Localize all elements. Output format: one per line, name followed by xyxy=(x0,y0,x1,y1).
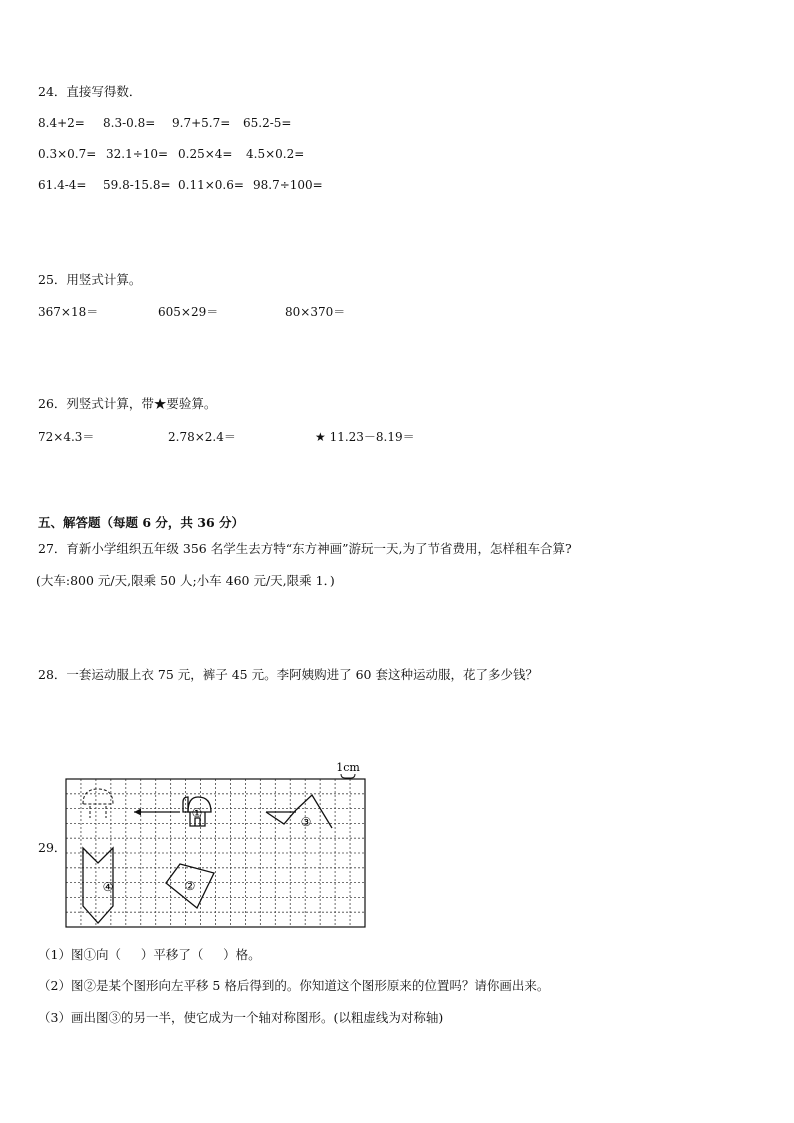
q25-item: 80×370＝ xyxy=(285,305,346,319)
q29-number: 29． xyxy=(38,840,67,855)
q26-item: 2.78×2.4＝ xyxy=(168,430,236,444)
q24-item: 9.7+5.7= xyxy=(172,116,231,130)
q27-line-1: 27．育新小学组织五年级 356 名学生去方特“东方神画”游玩一天,为了节省费用，怎样租车合算? xyxy=(38,541,572,556)
q28-text: 28．一套运动服上衣 75 元，裤子 45 元。李阿姨购进了 60 套这种运动服，花了多少钱？ xyxy=(38,667,538,682)
q25-items xyxy=(0,303,794,321)
q26-item: 72×4.3＝ xyxy=(38,430,95,444)
q24-row-1 xyxy=(0,116,794,134)
q29-sub-3: （3）画出图③的另一半，使它成为一个轴对称图形。(以粗虚线为对称轴) xyxy=(38,1010,444,1025)
q29-sub-1: （1）图①向（ ）平移了（ ）格。 xyxy=(38,947,261,962)
q24-item: 32.1÷10= xyxy=(106,147,169,161)
grid-lines xyxy=(66,779,365,927)
q24-item: 59.8-15.8= xyxy=(103,178,171,192)
q26-title: 26．列竖式计算，带★要验算。 xyxy=(38,396,217,411)
q29-grid-figure xyxy=(30,758,370,932)
shape-2-label: ② xyxy=(184,879,196,893)
q29-sub-2: （2）图②是某个图形向左平移 5 格后得到的。你知道这个图形原来的位置吗？请你画出来。 xyxy=(38,978,550,993)
q27-line-2: (大车:800 元/天,限乘 50 人;小车 460 元/天,限乘 1．) xyxy=(36,573,335,588)
shape-1-ghost xyxy=(83,789,113,818)
q26-item: ★ 11.23－8.19＝ xyxy=(315,430,415,444)
translation-arrow xyxy=(134,809,180,816)
q24-row-2 xyxy=(0,147,794,165)
q24-item: 4.5×0.2= xyxy=(246,147,305,161)
q24-item: 8.4+2= xyxy=(38,116,85,130)
q26-items xyxy=(0,428,794,446)
q24-item: 0.11×0.6= xyxy=(178,178,244,192)
shape-4-label: ④ xyxy=(102,880,114,894)
shape-1-label: ① xyxy=(191,806,203,820)
shape-3-label: ③ xyxy=(300,815,312,829)
q24-item: 0.25×4= xyxy=(178,147,233,161)
q24-item: 8.3-0.8= xyxy=(103,116,156,130)
q25-title: 25．用竖式计算。 xyxy=(38,272,142,287)
scale-label: 1cm xyxy=(336,761,360,774)
q25-item: 605×29＝ xyxy=(158,305,219,319)
q24-item: 65.2-5= xyxy=(243,116,292,130)
q24-item: 0.3×0.7= xyxy=(38,147,97,161)
q25-item: 367×18＝ xyxy=(38,305,99,319)
section-5-title: 五、解答题（每题 6 分，共 36 分） xyxy=(38,515,245,530)
q24-row-3 xyxy=(0,178,794,196)
q24-title: 24．直接写得数． xyxy=(38,84,142,99)
scale-brace xyxy=(341,774,355,778)
q24-item: 61.4-4= xyxy=(38,178,87,192)
q24-item: 98.7÷100= xyxy=(253,178,323,192)
